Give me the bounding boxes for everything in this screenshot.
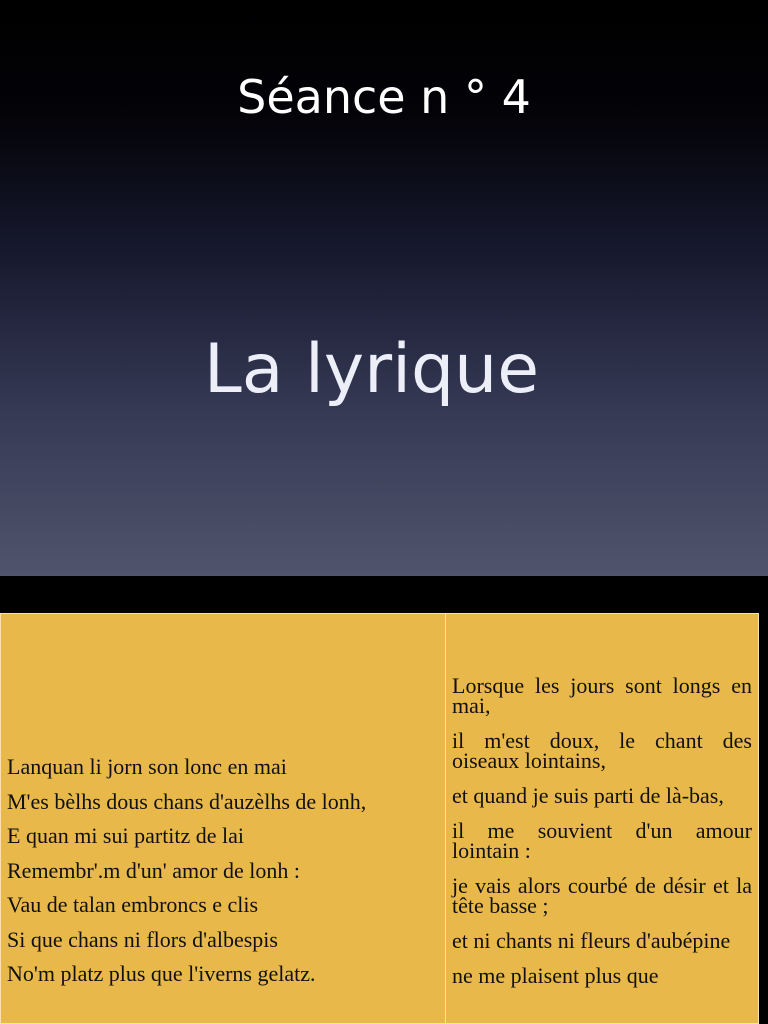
slide-title: Séance n ° 4 <box>237 70 531 124</box>
translation-poem <box>446 614 758 986</box>
original-poem <box>1 614 445 992</box>
translation-line: et quand je suis parti de là-bas, <box>452 783 724 808</box>
slide-subtitle: La lyrique <box>203 330 540 409</box>
translation-line: je vais alors courbé de désir et la tête basse ; <box>452 873 752 918</box>
original-line: Si que chans ni flors d'albespis <box>7 926 278 952</box>
translation-line: et ni chants ni fleurs d'aubépine <box>452 928 731 953</box>
translation-line: ne me plaisent plus que <box>452 963 659 988</box>
original-text-cell <box>1 614 446 1024</box>
original-line: Vau de talan embroncs e clis <box>7 892 259 917</box>
translation-line: il me souvient d'un amour lointain : <box>452 818 752 863</box>
original-line: E quan mi sui partitz de lai <box>7 823 245 848</box>
original-line: No'm platz plus que l'iverns gelatz. <box>7 961 316 986</box>
original-line: Lanquan li jorn son lonc en mai <box>7 754 287 779</box>
original-line: M'es bèlhs dous chans d'auzèlhs de lonh, <box>7 788 367 814</box>
translation-line: Lorsque les jours sont longs en mai, <box>452 673 752 718</box>
translation-cell <box>446 614 759 1024</box>
poem-table <box>0 613 759 1024</box>
table-row <box>1 614 759 1024</box>
original-line: Remembr'.m d'un' amor de lonh : <box>7 857 300 883</box>
translation-line: il m'est doux, le chant des oiseaux lointains, <box>452 728 752 773</box>
